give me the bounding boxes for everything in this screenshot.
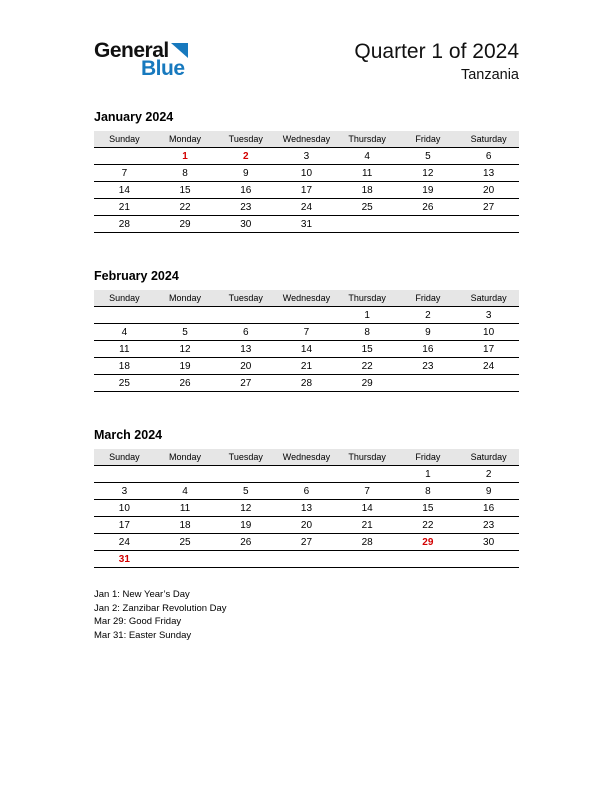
day-cell: 13 [215, 341, 276, 358]
holiday-note: Mar 29: Good Friday [94, 616, 182, 628]
month-section-march [94, 428, 519, 568]
week-row [94, 182, 519, 199]
empty-cell [94, 466, 155, 483]
day-cell: 17 [458, 341, 519, 358]
day-cell: 28 [94, 216, 155, 233]
week-row [94, 341, 519, 358]
day-cell: 30 [458, 534, 519, 551]
day-cell: 4 [337, 148, 398, 165]
weekday-header-row [94, 131, 519, 148]
empty-cell [458, 551, 519, 568]
day-cell: 29 [155, 216, 216, 233]
day-cell: 4 [155, 483, 216, 500]
day-cell: 6 [276, 483, 337, 500]
day-cell: 9 [215, 165, 276, 182]
weekday-header: Tuesday [215, 449, 276, 466]
weekday-header-row [94, 290, 519, 307]
day-cell: 23 [215, 199, 276, 216]
day-cell: 29 [337, 375, 398, 392]
day-cell: 20 [276, 517, 337, 534]
day-cell: 8 [155, 165, 216, 182]
day-cell: 21 [276, 358, 337, 375]
weekday-header: Wednesday [276, 131, 337, 148]
empty-cell [155, 307, 216, 324]
day-cell: 26 [215, 534, 276, 551]
day-cell: 27 [458, 199, 519, 216]
empty-cell [94, 148, 155, 165]
day-cell: 13 [276, 500, 337, 517]
day-cell: 4 [94, 324, 155, 341]
empty-cell [94, 307, 155, 324]
empty-cell [155, 551, 216, 568]
day-cell: 12 [215, 500, 276, 517]
day-cell: 13 [458, 165, 519, 182]
empty-cell [458, 216, 519, 233]
day-cell: 22 [398, 517, 459, 534]
day-cell: 5 [215, 483, 276, 500]
week-row [94, 165, 519, 182]
day-cell: 24 [276, 199, 337, 216]
weekday-header: Wednesday [276, 449, 337, 466]
weekday-header: Friday [398, 449, 459, 466]
week-row [94, 517, 519, 534]
day-cell: 24 [94, 534, 155, 551]
month-section-january [94, 110, 519, 233]
month-section-february [94, 269, 519, 392]
day-cell: 16 [398, 341, 459, 358]
weekday-header: Saturday [458, 290, 519, 307]
page-subtitle: Tanzania [460, 67, 519, 84]
day-cell: 22 [337, 358, 398, 375]
day-cell: 6 [215, 324, 276, 341]
weekday-header: Thursday [337, 449, 398, 466]
day-cell: 27 [215, 375, 276, 392]
day-cell: 10 [458, 324, 519, 341]
day-cell: 3 [276, 148, 337, 165]
day-cell: 9 [398, 324, 459, 341]
logo [94, 40, 188, 79]
day-cell: 18 [155, 517, 216, 534]
empty-cell [276, 551, 337, 568]
weekday-header: Saturday [458, 449, 519, 466]
day-cell: 21 [94, 199, 155, 216]
day-cell: 25 [94, 375, 155, 392]
week-row [94, 358, 519, 375]
week-row [94, 466, 519, 483]
day-cell: 29 [398, 534, 459, 551]
week-row [94, 307, 519, 324]
day-cell: 5 [398, 148, 459, 165]
day-cell: 25 [155, 534, 216, 551]
day-cell: 24 [458, 358, 519, 375]
day-cell: 11 [155, 500, 216, 517]
day-cell: 16 [215, 182, 276, 199]
empty-cell [215, 551, 276, 568]
weekday-header: Tuesday [215, 290, 276, 307]
day-cell: 12 [155, 341, 216, 358]
empty-cell [155, 466, 216, 483]
month-title: March 2024 [94, 428, 163, 443]
day-cell: 10 [276, 165, 337, 182]
day-cell: 15 [337, 341, 398, 358]
week-row [94, 148, 519, 165]
day-cell: 28 [337, 534, 398, 551]
weekday-header: Thursday [337, 290, 398, 307]
holiday-note: Jan 2: Zanzibar Revolution Day [94, 602, 227, 614]
month-title: January 2024 [94, 110, 174, 125]
day-cell: 17 [276, 182, 337, 199]
logo-blue-text: Blue [141, 57, 185, 80]
weekday-header: Thursday [337, 131, 398, 148]
weekday-header: Monday [155, 290, 216, 307]
day-cell: 23 [458, 517, 519, 534]
weekday-header: Saturday [458, 131, 519, 148]
day-cell: 8 [398, 483, 459, 500]
holiday-note: Jan 1: New Year’s Day [94, 589, 190, 601]
weekday-header-row [94, 449, 519, 466]
day-cell: 28 [276, 375, 337, 392]
week-row [94, 199, 519, 216]
empty-cell [398, 551, 459, 568]
weekday-header: Sunday [94, 290, 155, 307]
page-header [94, 40, 519, 83]
week-row [94, 375, 519, 392]
day-cell: 20 [458, 182, 519, 199]
empty-cell [215, 466, 276, 483]
day-cell: 31 [276, 216, 337, 233]
day-cell: 25 [337, 199, 398, 216]
empty-cell [458, 375, 519, 392]
day-cell: 19 [215, 517, 276, 534]
holiday-notes [94, 588, 519, 642]
calendar-table-march [94, 449, 519, 568]
day-cell: 27 [276, 534, 337, 551]
day-cell: 6 [458, 148, 519, 165]
logo-general-label: General [94, 39, 169, 62]
day-cell: 18 [337, 182, 398, 199]
week-row [94, 324, 519, 341]
empty-cell [398, 375, 459, 392]
calendar-table-february [94, 290, 519, 392]
day-cell: 7 [337, 483, 398, 500]
day-cell: 30 [215, 216, 276, 233]
title-block [354, 40, 519, 83]
day-cell: 15 [398, 500, 459, 517]
day-cell: 17 [94, 517, 155, 534]
empty-cell [276, 466, 337, 483]
week-row [94, 216, 519, 233]
empty-cell [337, 551, 398, 568]
day-cell: 3 [94, 483, 155, 500]
weekday-header: Wednesday [276, 290, 337, 307]
day-cell: 18 [94, 358, 155, 375]
day-cell: 26 [398, 199, 459, 216]
empty-cell [337, 466, 398, 483]
day-cell: 12 [398, 165, 459, 182]
weekday-header: Monday [155, 449, 216, 466]
weekday-header: Tuesday [215, 131, 276, 148]
day-cell: 26 [155, 375, 216, 392]
empty-cell [276, 307, 337, 324]
day-cell: 20 [215, 358, 276, 375]
weekday-header: Sunday [94, 131, 155, 148]
weekday-header: Monday [155, 131, 216, 148]
day-cell: 21 [337, 517, 398, 534]
day-cell: 9 [458, 483, 519, 500]
week-row [94, 551, 519, 568]
day-cell: 22 [155, 199, 216, 216]
day-cell: 14 [337, 500, 398, 517]
day-cell: 10 [94, 500, 155, 517]
week-row [94, 483, 519, 500]
day-cell: 8 [337, 324, 398, 341]
calendar-table-january [94, 131, 519, 233]
holiday-note: Mar 31: Easter Sunday [94, 629, 192, 641]
page-title: Quarter 1 of 2024 [354, 40, 519, 63]
day-cell: 7 [276, 324, 337, 341]
day-cell: 14 [276, 341, 337, 358]
day-cell: 1 [155, 148, 216, 165]
week-row [94, 534, 519, 551]
day-cell: 2 [398, 307, 459, 324]
day-cell: 2 [215, 148, 276, 165]
day-cell: 19 [155, 358, 216, 375]
day-cell: 7 [94, 165, 155, 182]
week-row [94, 500, 519, 517]
day-cell: 14 [94, 182, 155, 199]
day-cell: 11 [337, 165, 398, 182]
day-cell: 5 [155, 324, 216, 341]
day-cell: 1 [337, 307, 398, 324]
weekday-header: Friday [398, 131, 459, 148]
day-cell: 23 [398, 358, 459, 375]
day-cell: 15 [155, 182, 216, 199]
day-cell: 16 [458, 500, 519, 517]
weekday-header: Sunday [94, 449, 155, 466]
empty-cell [215, 307, 276, 324]
day-cell: 1 [398, 466, 459, 483]
day-cell: 2 [458, 466, 519, 483]
weekday-header: Friday [398, 290, 459, 307]
month-title: February 2024 [94, 269, 179, 284]
day-cell: 11 [94, 341, 155, 358]
empty-cell [337, 216, 398, 233]
day-cell: 19 [398, 182, 459, 199]
empty-cell [398, 216, 459, 233]
day-cell: 3 [458, 307, 519, 324]
day-cell: 31 [94, 551, 155, 568]
